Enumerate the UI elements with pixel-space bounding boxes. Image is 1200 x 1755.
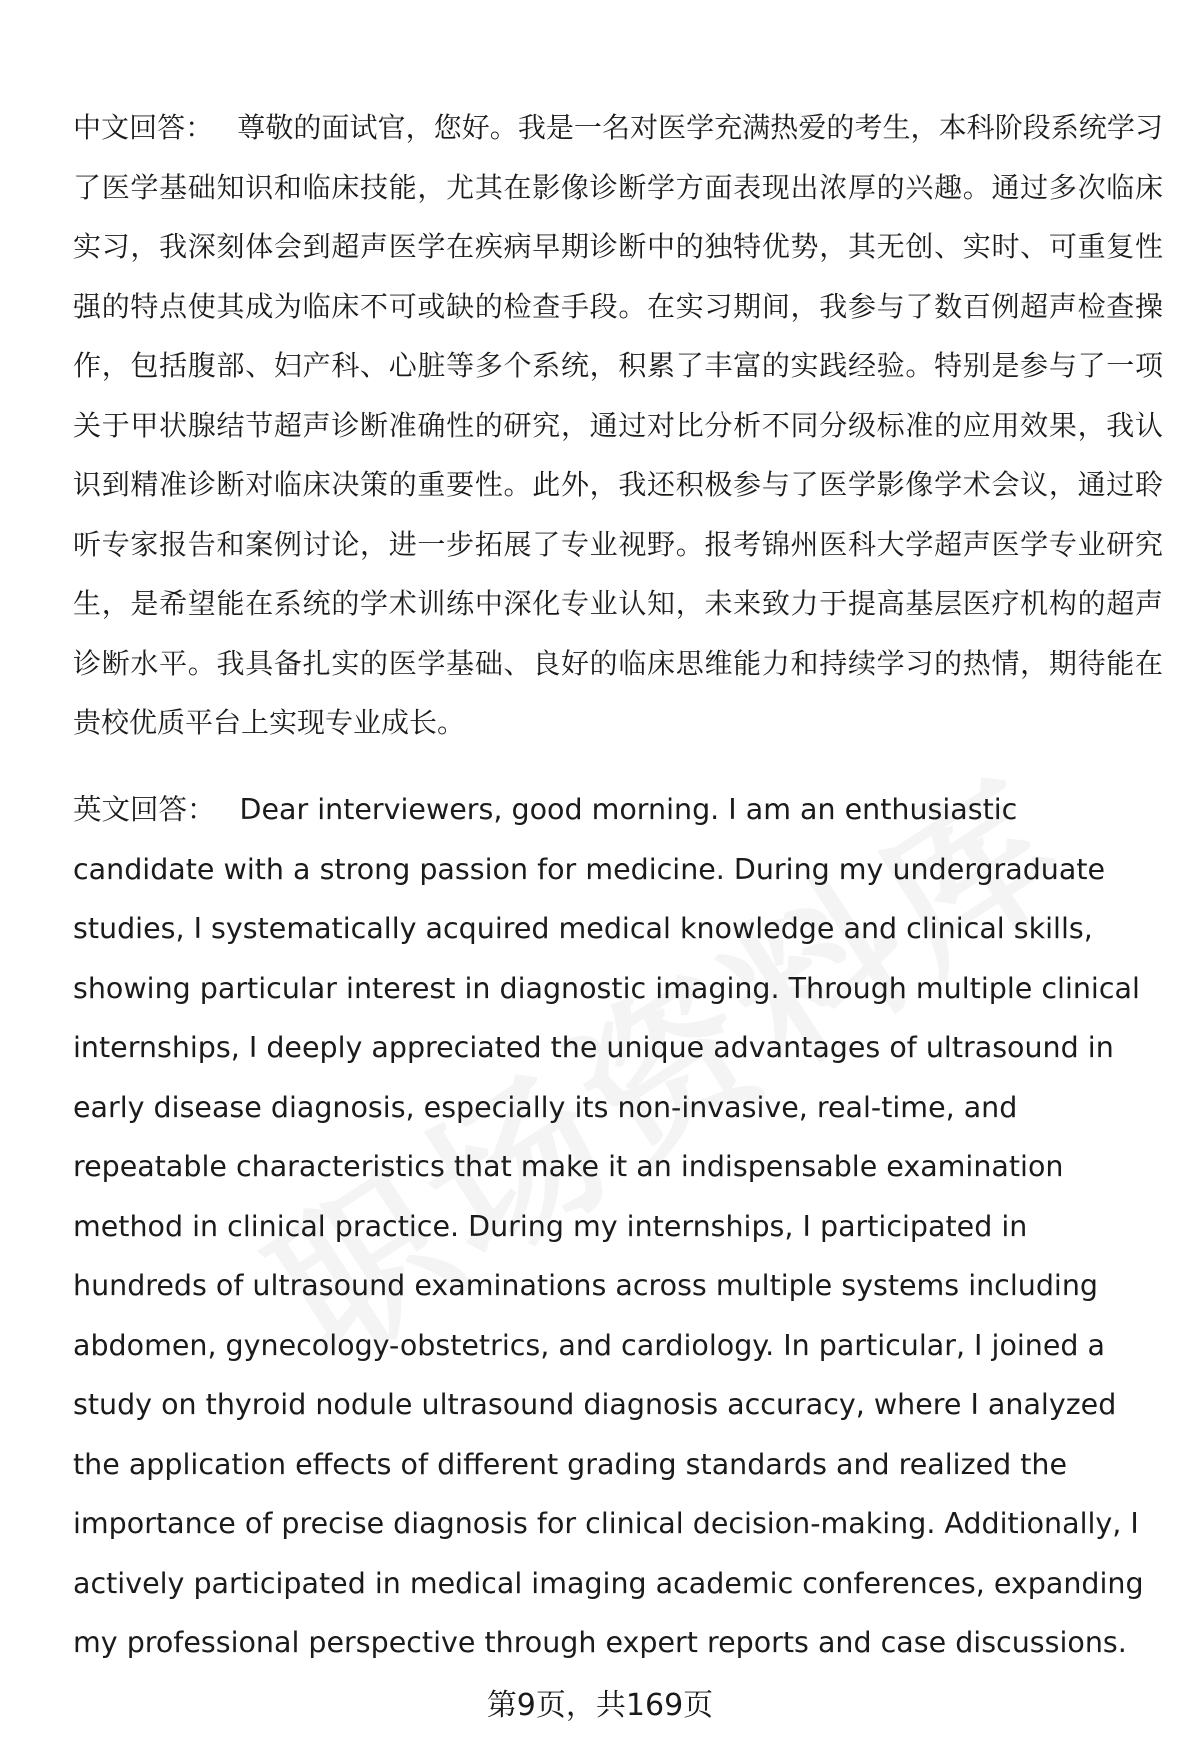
english-answer-paragraph: [73, 780, 1163, 1670]
english-answer-label: 英文回答：: [73, 793, 216, 826]
english-answer-text: Dear interviewers, good morning. I am an enthusiastic candidate with a strong passion for medicine. During my undergraduate studies, I systematically acquired medical knowledge and clinical skills, showing particular interest in diagnostic imaging. Through multiple clinical internships, I deeply appreciated the unique advantages of ultrasound in early disease diagnosis, especially its non-invasive, real-time, and repeatable characteristics that make it an indispensable examination method in clinical practice. During my internships, I participated in hundreds of ultrasound examinations across multiple systems including abdomen, gynecology-obstetrics, and cardiology. In particular, I joined a study on thyroid nodule ultrasound diagnosis accuracy, where I analyzed the application effects of different grading standards and realized the importance of precise diagnosis for clinical decision-making. Additionally, I actively participated in medical imaging academic conferences, expanding my professional perspective through expert reports and case discussions.: [73, 793, 1144, 1659]
chinese-answer-paragraph: [73, 98, 1163, 748]
chinese-answer-label: 中文回答：: [73, 111, 214, 144]
page-indicator: 第9页，共169页: [486, 1688, 714, 1723]
chinese-answer-text: 尊敬的面试官，您好。我是一名对医学充满热爱的考生，本科阶段系统学习了医学基础知识和临床技能，尤其在影像诊断学方面表现出浓厚的兴趣。通过多次临床实习，我深刻体会到超声医学在疾病早期诊断中的独特优势，其无创、实时、可重复性强的特点使其成为临床不可或缺的检查手段。在实习期间，我参与了数百例超声检查操作，包括腹部、妇产科、心脏等多个系统，积累了丰富的实践经验。特别是参与了一项关于甲状腺结节超声诊断准确性的研究，通过对比分析不同分级标准的应用效果，我认识到精准诊断对临床决策的重要性。此外，我还积极参与了医学影像学术会议，通过聆听专家报告和案例讨论，进一步拓展了专业视野。报考锦州医科大学超声医学专业研究生，是希望能在系统的学术训练中深化专业认知，未来致力于提高基层医疗机构的超声诊断水平。我具备扎实的医学基础、良好的临床思维能力和持续学习的热情，期待能在贵校优质平台上实现专业成长。: [73, 111, 1163, 739]
